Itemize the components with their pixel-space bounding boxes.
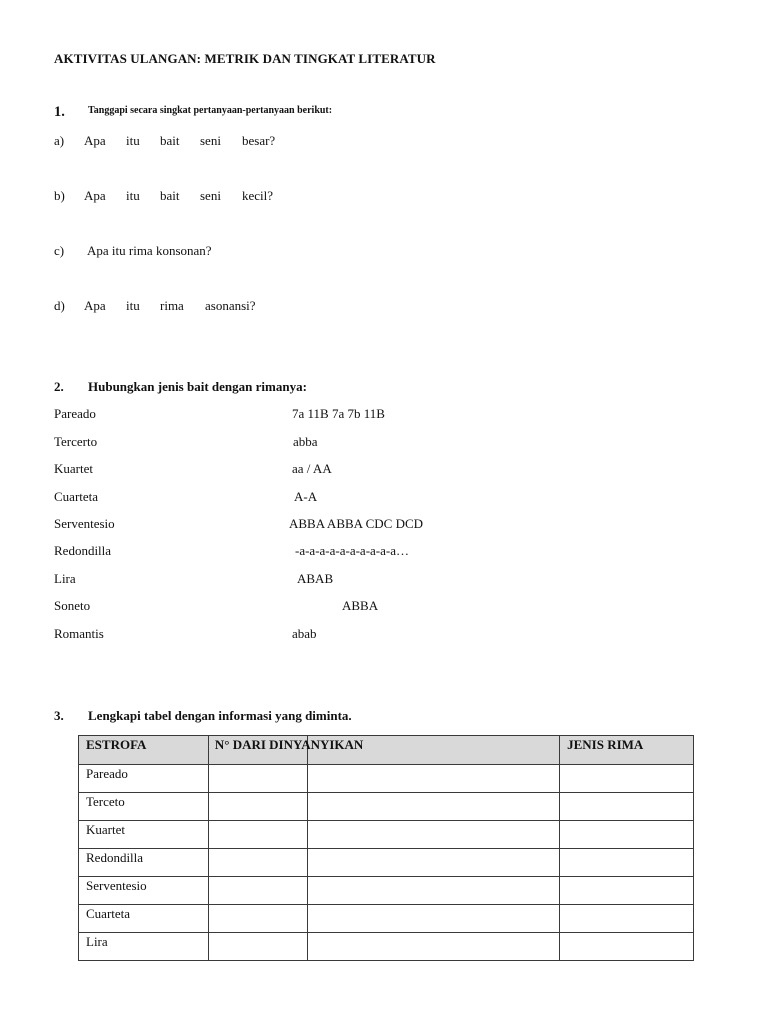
rhyme-scheme: abba [293, 434, 318, 449]
header-estrofa: ESTROFA [79, 736, 209, 765]
section1-number: 1. [54, 104, 65, 120]
stanza-table [78, 735, 694, 961]
answer-cell[interactable] [307, 793, 559, 821]
question-label: c) [54, 243, 65, 258]
stanza-name: Cuarteta [54, 489, 99, 504]
table-row [79, 849, 694, 877]
stanza-name: Lira [54, 571, 76, 586]
table-row [79, 821, 694, 849]
answer-cell[interactable] [208, 905, 307, 933]
answer-cell[interactable] [307, 933, 559, 961]
section3-number: 3. [54, 708, 64, 723]
question-word: Apa [84, 188, 106, 203]
header-rhyme-type: JENIS RIMA [560, 736, 694, 765]
question-label: d) [54, 298, 65, 313]
answer-cell[interactable] [307, 849, 559, 877]
answer-cell[interactable] [208, 877, 307, 905]
rhyme-scheme: ABAB [297, 571, 334, 586]
answer-cell[interactable] [560, 905, 694, 933]
table-row [79, 793, 694, 821]
question-word: besar? [242, 133, 276, 148]
question-label: a) [54, 133, 65, 148]
table-row [79, 933, 694, 961]
row-stanza-cell: Pareado [79, 765, 209, 793]
answer-cell[interactable] [560, 765, 694, 793]
rhyme-scheme: 7a 11B 7a 7b 11B [292, 406, 385, 421]
table-row [79, 877, 694, 905]
answer-cell[interactable] [208, 821, 307, 849]
question-label: b) [54, 188, 65, 203]
section1-instruction: Tanggapi secara singkat pertanyaan-pertanyaan berikut: [88, 105, 333, 116]
question-word: Apa [84, 298, 106, 313]
table-row [79, 765, 694, 793]
stanza-name: Redondilla [54, 543, 112, 558]
answer-cell[interactable] [560, 877, 694, 905]
answer-cell[interactable] [307, 765, 559, 793]
table-row [79, 905, 694, 933]
stanza-name: Tercerto [54, 434, 98, 449]
answer-cell[interactable] [560, 933, 694, 961]
stanza-name: Serventesio [54, 516, 115, 531]
answer-cell[interactable] [208, 933, 307, 961]
rhyme-scheme: -a-a-a-a-a-a-a-a-a-a… [295, 543, 409, 558]
table-header-row [79, 736, 694, 765]
answer-cell[interactable] [560, 793, 694, 821]
answer-cell[interactable] [208, 793, 307, 821]
section3-instruction: Lengkapi tabel dengan informasi yang diminta. [88, 708, 352, 723]
question-word: itu [126, 133, 140, 148]
stanza-name: Pareado [54, 406, 96, 421]
question-word: rima [160, 298, 184, 313]
question-word: asonansi? [205, 298, 256, 313]
question-text: Apa itu rima konsonan? [87, 243, 212, 258]
row-stanza-cell: Terceto [79, 793, 209, 821]
row-stanza-cell: Cuarteta [79, 905, 209, 933]
row-stanza-cell: Serventesio [79, 877, 209, 905]
answer-cell[interactable] [307, 877, 559, 905]
answer-cell[interactable] [560, 821, 694, 849]
question-word: itu [126, 298, 140, 313]
answer-cell[interactable] [307, 905, 559, 933]
rhyme-scheme: ABBA [342, 598, 379, 613]
question-word: kecil? [242, 188, 274, 203]
question-word: itu [126, 188, 140, 203]
stanza-name: Kuartet [54, 461, 93, 476]
page-title: AKTIVITAS ULANGAN: METRIK DAN TINGKAT LITERATUR [54, 51, 436, 66]
answer-cell[interactable] [208, 849, 307, 877]
rhyme-scheme: A-A [294, 489, 318, 504]
question-word: bait [160, 188, 180, 203]
section2-instruction: Hubungkan jenis bait dengan rimanya: [88, 379, 307, 394]
row-stanza-cell: Redondilla [79, 849, 209, 877]
answer-cell[interactable] [208, 765, 307, 793]
row-stanza-cell: Lira [79, 933, 209, 961]
answer-cell[interactable] [307, 821, 559, 849]
question-word: Apa [84, 133, 106, 148]
rhyme-scheme: aa / AA [292, 461, 332, 476]
question-word: bait [160, 133, 180, 148]
question-word: seni [200, 188, 221, 203]
section2-number: 2. [54, 379, 64, 394]
header-syllables: N° DARI DINYANYIKAN [208, 736, 307, 765]
rhyme-scheme: ABBA ABBA CDC DCD [289, 516, 424, 531]
stanza-name: Romantis [54, 626, 104, 641]
rhyme-scheme: abab [292, 626, 317, 641]
answer-cell[interactable] [560, 849, 694, 877]
row-stanza-cell: Kuartet [79, 821, 209, 849]
question-word: seni [200, 133, 221, 148]
stanza-name: Soneto [54, 598, 91, 613]
